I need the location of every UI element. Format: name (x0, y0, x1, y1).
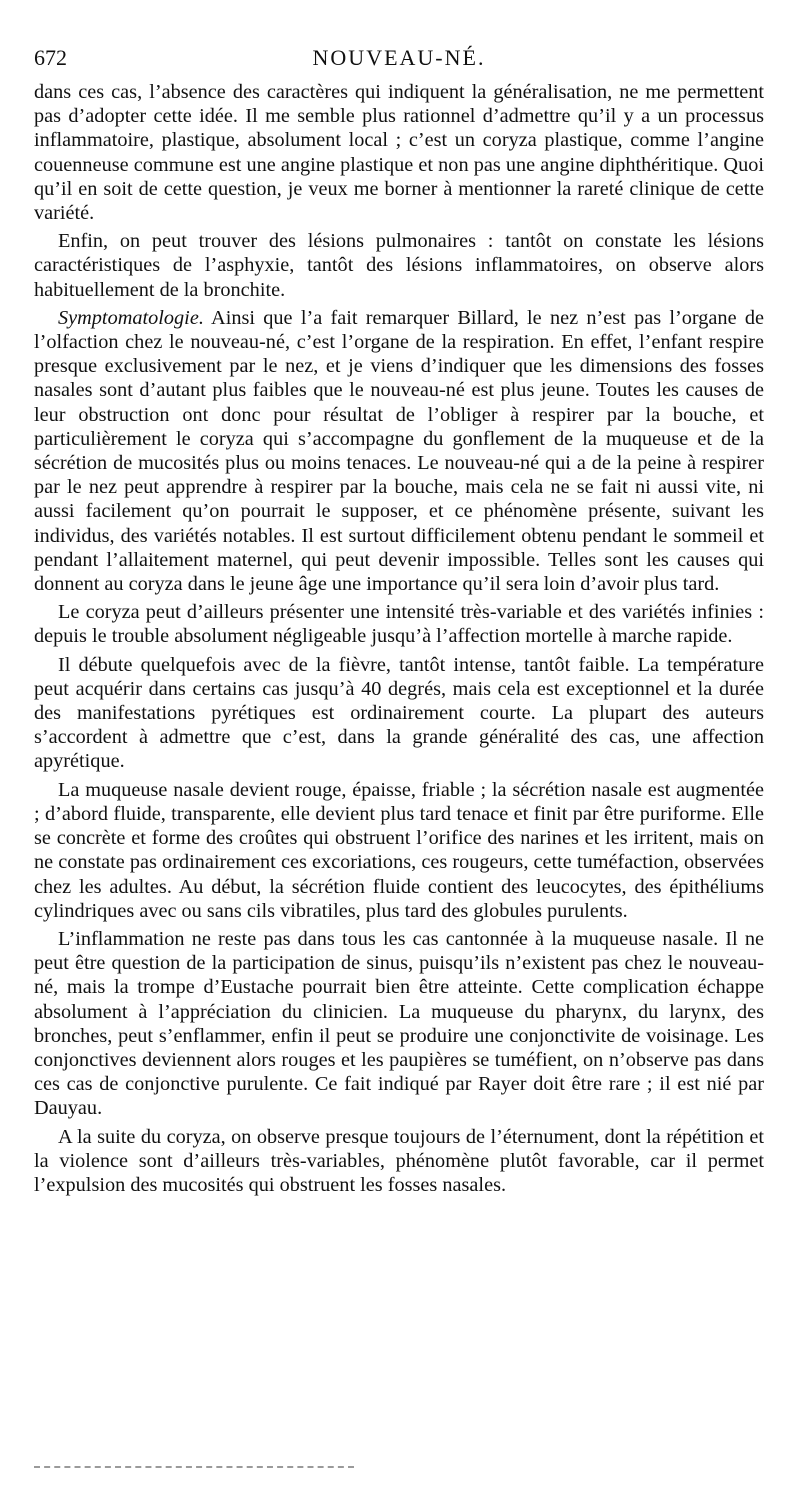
paragraph-symptomatologie-text: Ainsi que l’a fait remarquer Billard, le nez n’est pas l’organe de l’olfaction chez le nouveau-né, c’est l’organe de la respiration. En effet, l’enfant respire presque exclusivement par le nez, et je viens d’indiquer que les dimensions des fosses nasales sont d’autant plus faibles que le nouveau-né est plus jeune. Toutes les causes de leur obstruction ont donc pour résultat de l’obliger à respirer par la bouche, et particulièrement le coryza qui s’accompagne du gonflement de la muqueuse et de la sécrétion de mucosités plus ou moins tenaces. Le nouveau-né qui a de la peine à respirer par le nez peut apprendre à respirer par la bouche, mais cela ne se fait ni aussi vite, ni aussi facilement qu’on pourrait le supposer, et ce phénomène présente, suivant les individus, des variétés notables. Il est surtout difficilement obtenu pendant le sommeil et pendant l’allaitement maternel, qui peut devenir impossible. Telles sont les causes qui donnent au coryza dans le jeune âge une importance qu’il sera loin d’avoir plus tard. (34, 306, 764, 596)
section-label-symptomatologie: Symptomatologie. (58, 306, 204, 329)
body-text (34, 80, 764, 1201)
running-title: NOUVEAU-NÉ. (312, 45, 486, 70)
paragraph-fievre: Il débute quelquefois avec de la fièvre, tantôt intense, tantôt faible. La température peut acquérir dans certains cas jusqu’à 40 degrés, mais cela est exceptionnel et la durée des manifestations pyrétiques est ordinairement courte. La plupart des auteurs s’accordent à admettre que c’est, dans la grande généralité des cas, une affection apyrétique. (34, 653, 764, 773)
page-number: 672 (34, 45, 67, 70)
page-header (34, 44, 764, 74)
footer-signature-rule (34, 1466, 354, 1468)
paragraph-intensite: Le coryza peut d’ailleurs présenter une intensité très-variable et des variétés infinies : depuis le trouble absolument négligeable jusqu’à l’affection mortelle à marche rapide. (34, 601, 764, 648)
paragraph-muqueuse: La muqueuse nasale devient rouge, épaisse, friable ; la sécrétion nasale est augmentée ; d’abord fluide, transparente, elle devient plus tard tenace et finit par être puriforme. Elle se concrète et forme des croûtes qui obstruent l’orifice des narines et les irritent, mais on ne constate pas ordinairement ces excoriations, ces rougeurs, cette tuméfaction, observées chez les adultes. Au début, la sécrétion fluide contient des leucocytes, des épithéliums cylindriques avec ou sans cils vibratiles, plus tard des globules purulents. (34, 778, 764, 922)
paragraph-eternument: A la suite du coryza, on observe presque toujours de l’éternument, dont la répétition et la violence sont d’ailleurs très-variables, phénomène plutôt favorable, car il permet l’expulsion des mucosités qui obstruent les fosses nasales. (34, 1125, 764, 1196)
paragraph-inflammation: L’inflammation ne reste pas dans tous les cas cantonnée à la muqueuse nasale. Il ne peut être question de la participation de sinus, puisqu’ils n’existent pas chez le nouveau-né, mais la trompe d’Eustache pourrait bien être atteinte. Cette complication échappe absolument à l’appréciation du clinicien. La muqueuse du pharynx, du larynx, des bronches, peut s’enflammer, enfin il peut se produire une conjonctivite de voisinage. Les conjonctives deviennent alors rouges et les paupières se tuméfient, on n’observe pas dans ces cas de conjonctive purulente. Ce fait indiqué par Rayer doit être rare ; il est nié par Dauyau. (34, 927, 764, 1120)
paragraph-lesions-pulmonaires: Enfin, on peut trouver des lésions pulmonaires : tantôt on constate les lésions caractéristiques de l’asphyxie, tantôt des lésions inflammatoires, on observe alors habituellement de la bronchite. (34, 230, 764, 301)
paragraph-symptomatologie (34, 306, 764, 596)
paragraph-continuation: dans ces cas, l’absence des caractères qui indiquent la généralisation, ne me permettent pas d’adopter cette idée. Il me semble plus rationnel d’admettre qu’il y a un processus inflammatoire, plastique, absolument local ; c’est un coryza plastique, comme l’angine couenneuse commune est une angine plastique et non pas une angine diphthéritique. Quoi qu’il en soit de cette question, je veux me borner à mentionner la rareté clinique de cette variété. (34, 81, 764, 225)
